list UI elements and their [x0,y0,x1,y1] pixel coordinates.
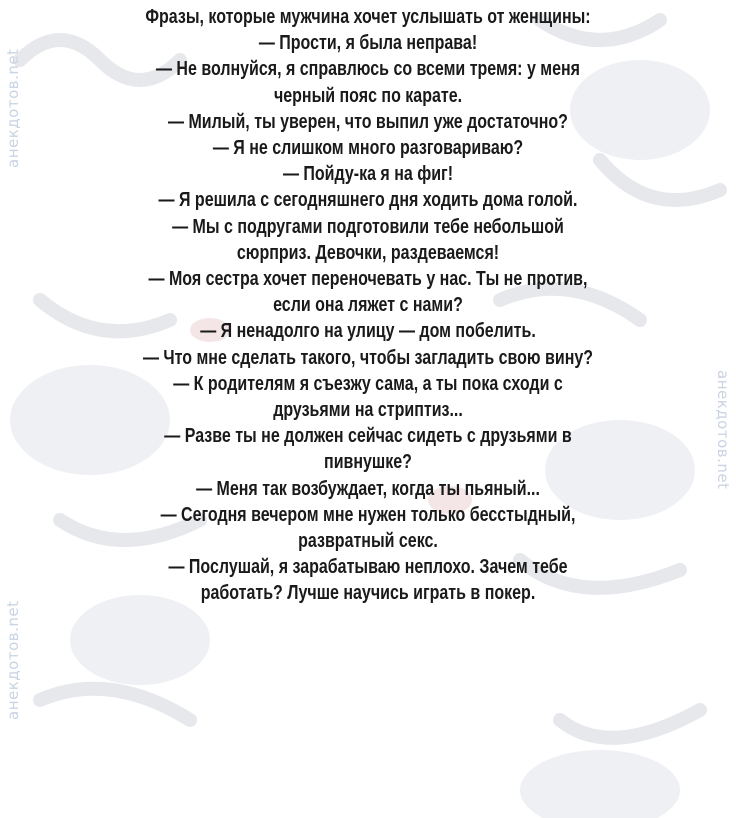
joke-line: развратный секс. [298,530,438,553]
joke-line: работать? Лучше научись играть в покер. [200,582,536,605]
joke-line: — Сегодня вечером мне нужен только бесстыдный, [160,503,576,526]
joke-text [74,4,663,607]
joke-line: пивнушке? [324,451,412,474]
joke-line: — Прости, я была неправа! [258,32,478,55]
joke-line: — Разве ты не должен сейчас сидеть с друзьями в [164,425,572,448]
joke-line: — Пойду-ка я на фиг! [282,163,454,186]
joke-line: — Меня так возбуждает, когда ты пьяный... [196,477,540,500]
joke-line: черный пояс по карате. [273,84,463,107]
site-watermark: анекдотов.net [4,48,22,168]
joke-line: — Я не слишком много разговариваю? [212,137,524,160]
joke-line: — Я ненадолго на улицу — дом побелить. [200,320,536,343]
joke-line: — Мы с подругами подготовили тебе небольшой [172,215,564,238]
joke-line: — Что мне сделать такого, чтобы загладить свою вину? [142,346,594,369]
joke-line: — Милый, ты уверен, что выпил уже достаточно? [168,110,568,133]
joke-line: — Послушай, я зарабатываю неплохо. Зачем тебе [168,556,568,579]
joke-line: — Не волнуйся, я справлюсь со всеми тремя: у меня [155,58,581,81]
joke-line: — Я решила с сегодняшнего дня ходить дома голой. [158,189,578,212]
site-watermark: анекдотов.net [714,370,732,490]
joke-line: сюрприз. Девочки, раздеваемся! [236,241,500,264]
joke-line: друзьями на стриптиз... [273,399,463,422]
joke-line: если она ляжет с нами? [273,294,463,317]
site-watermark: анекдотов.net [4,600,22,720]
joke-line: — Моя сестра хочет переночевать у нас. Ты не против, [148,268,588,291]
joke-line: — К родителям я съезжу сама, а ты пока сходи с [173,372,563,395]
joke-title: Фразы, которые мужчина хочет услышать от женщины: [145,6,591,28]
